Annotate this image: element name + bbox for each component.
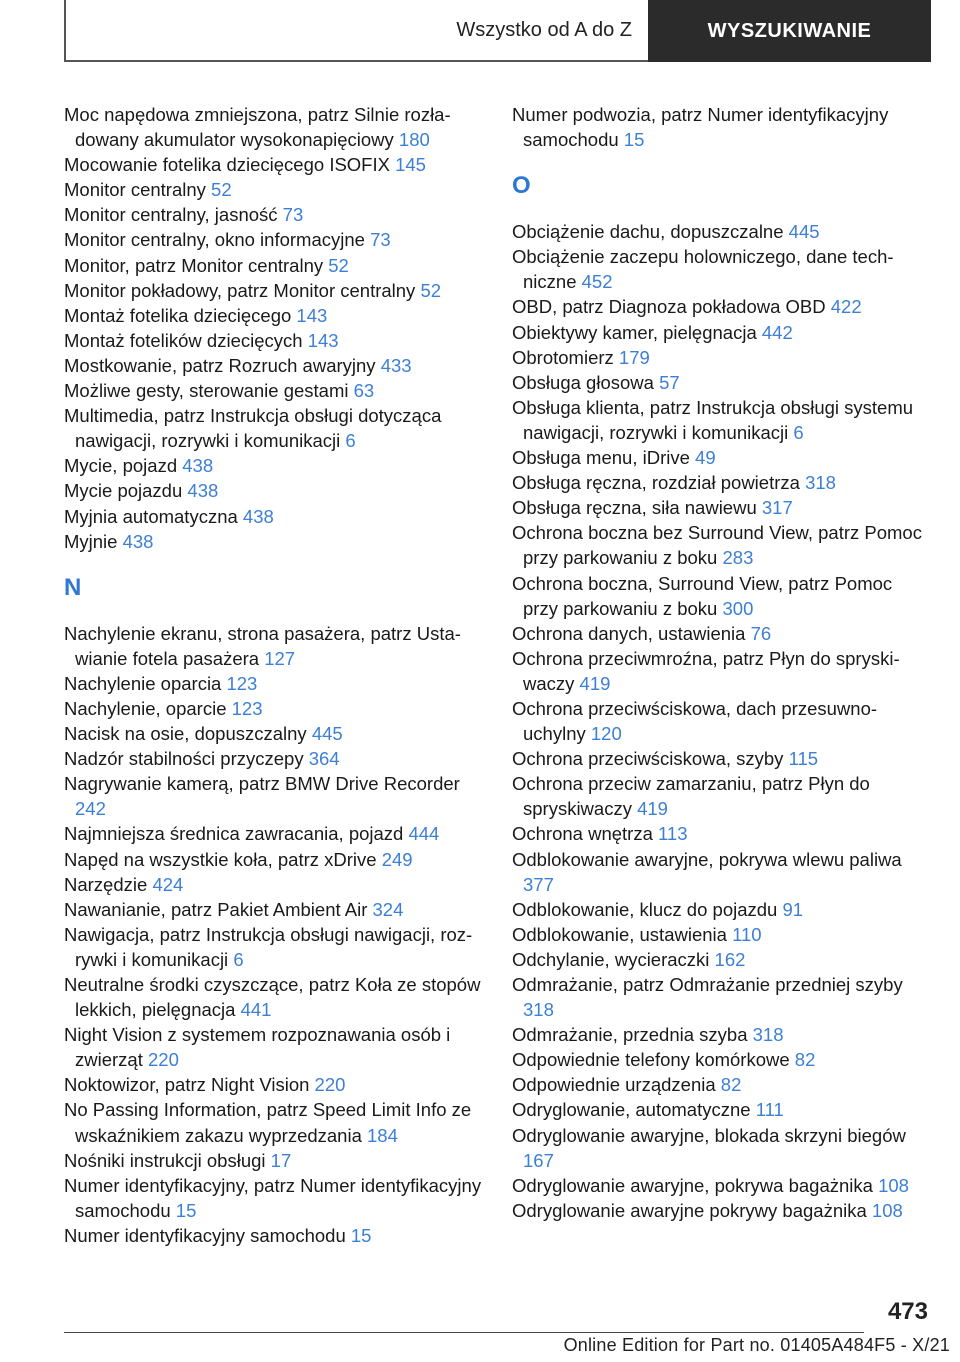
index-entry-text: Monitor centralny, jasność (64, 204, 278, 226)
index-entry (512, 1047, 932, 1072)
page-link[interactable]: 377 (523, 873, 554, 895)
index-entry (64, 453, 484, 478)
page-link[interactable]: 422 (830, 296, 862, 318)
index-entry (64, 303, 484, 328)
index-entry-text: Obsługa ręczna, rozdział powietrza (512, 472, 800, 494)
index-entry (512, 219, 932, 244)
index-letter-n: N (64, 573, 82, 601)
index-entry-text: Ochrona danych, ustawienia (512, 622, 746, 644)
index-entry-text: Neutralne środki czyszczące, patrz Koła ze stopów lekkich, pielęgnacja (64, 974, 481, 1021)
page-link[interactable]: 82 (794, 1049, 816, 1071)
index-list-o (512, 219, 932, 1223)
index-column-right (512, 102, 932, 1223)
index-entry (64, 621, 484, 671)
index-entry-text: Odpowiednie urządzenia (512, 1074, 716, 1096)
page-link[interactable]: 52 (211, 179, 232, 201)
page-link[interactable]: 180 (398, 129, 430, 151)
index-entry-text: Moc napędowa zmniejszona, patrz Silnie rozładowany akumulator wysokonapięciowy (64, 104, 451, 151)
index-entry (64, 253, 484, 278)
page-link[interactable]: 73 (370, 229, 391, 251)
index-entry (512, 395, 932, 445)
index-entry-text: Obciążenie zaczepu holowniczego, dane techniczne (512, 246, 894, 293)
page-link[interactable]: 76 (750, 622, 772, 644)
page-link[interactable]: 108 (878, 1174, 909, 1196)
index-entry (512, 646, 932, 696)
page-link[interactable]: 283 (722, 547, 754, 569)
index-entry-text: Ochrona boczna bez Surround View, patrz Pomoc przy parkowaniu z boku (512, 522, 922, 569)
index-entry (64, 1223, 484, 1248)
index-entry (64, 278, 484, 303)
index-entry (512, 696, 932, 746)
page-link[interactable]: 127 (264, 647, 296, 669)
page-link[interactable]: 111 (755, 1099, 784, 1121)
index-entry (64, 771, 484, 821)
index-entry (64, 847, 484, 872)
index-entry (512, 102, 932, 152)
page-link[interactable]: 179 (618, 346, 650, 368)
index-entry-text: Odpowiednie telefony komórkowe (512, 1049, 790, 1071)
index-list-n (64, 621, 484, 1248)
index-entry (512, 947, 932, 972)
index-entry-text: Monitor centralny, okno informacyjne (64, 229, 365, 251)
page-link[interactable]: 419 (579, 672, 611, 694)
page-link[interactable]: 249 (381, 848, 413, 870)
index-entry-text: Nadzór stabilności przyczepy (64, 748, 304, 770)
index-entry-text: Obsługa menu, iDrive (512, 447, 690, 469)
index-entry-text: Multimedia, patrz Instrukcja obsługi dotycząca nawigacji, rozrywki i komunikacji (64, 405, 442, 452)
page-link[interactable]: 6 (793, 421, 804, 443)
index-entry (64, 1022, 484, 1072)
page-link[interactable]: 419 (637, 798, 668, 820)
index-entry-text: Odmrażanie, patrz Odmrażanie przedniej szyby (512, 974, 903, 995)
index-entry-text: Mocowanie fotelika dziecięcego ISOFIX (64, 154, 390, 176)
index-entry-text: Ochrona przeciw zamarzaniu, patrz Płyn do spryskiwaczy (512, 773, 870, 820)
index-entry-text: Ochrona przeciwmroźna, patrz Płyn do spryskiwaczy (512, 647, 900, 694)
index-entry (512, 922, 932, 947)
page-link[interactable]: 52 (328, 254, 349, 276)
index-entry (512, 1173, 932, 1198)
index-entry-text: Obsługa klienta, patrz Instrukcja obsługi systemu nawigacji, rozrywki i komunikacji (512, 396, 914, 443)
index-entry (512, 320, 932, 345)
index-column-left (64, 102, 484, 1248)
index-entry-text: Nachylenie ekranu, strona pasażera, patrz Ustawianie fotela pasażera (64, 622, 461, 669)
index-entry (512, 847, 932, 897)
page-link[interactable]: 113 (658, 823, 688, 845)
page-link[interactable]: 123 (226, 672, 258, 694)
index-entry (64, 202, 484, 227)
index-entry-text: Nośniki instrukcji obsługi (64, 1149, 266, 1171)
page-link[interactable]: 441 (240, 999, 272, 1021)
index-entry-text: Nawanianie, patrz Pakiet Ambient Air (64, 898, 368, 920)
index-entry-text: Najmniejsza średnica zawracania, pojazd (64, 823, 404, 845)
index-entry (64, 922, 484, 972)
page-link[interactable]: 52 (420, 279, 442, 301)
index-entry-text: Odryglowanie awaryjne, pokrywa bagażnika (512, 1174, 873, 1196)
page-link[interactable]: 91 (782, 898, 804, 920)
index-entry-text: Myjnie (64, 530, 118, 552)
page-link[interactable]: 15 (175, 1199, 197, 1221)
page-link[interactable]: 82 (720, 1074, 742, 1096)
page-link[interactable]: 73 (282, 204, 304, 226)
page-link[interactable]: 438 (187, 480, 219, 502)
index-entry (64, 353, 484, 378)
page-link[interactable]: 318 (805, 472, 836, 494)
page-link[interactable]: 242 (75, 798, 106, 820)
index-entry (512, 495, 932, 520)
index-entry (512, 470, 932, 495)
page-link[interactable]: 452 (581, 271, 613, 293)
index-entry (512, 244, 932, 294)
index-entry-text: Obsługa ręczna, siła nawiewu (512, 497, 757, 519)
index-entry (512, 370, 932, 395)
index-entry-text: Mycie, pojazd (64, 455, 178, 477)
page-link[interactable]: 63 (353, 380, 375, 402)
index-entry (64, 227, 484, 252)
index-entry (64, 177, 484, 202)
page-link[interactable]: 143 (296, 304, 328, 326)
page-link[interactable]: 444 (408, 823, 440, 845)
index-entry (512, 621, 932, 646)
page-header (64, 0, 931, 64)
index-entry-text: Obsługa głosowa (512, 371, 654, 393)
index-entry-text: Nagrywanie kamerą, patrz BMW Drive Recorder (64, 773, 460, 795)
index-entry-text: Odblokowanie, klucz do pojazdu (512, 898, 778, 920)
index-entry (64, 378, 484, 403)
index-entry (512, 1022, 932, 1047)
index-entry-text: Night Vision z systemem rozpoznawania osób i zwierząt (64, 1024, 451, 1071)
index-entry (64, 529, 484, 554)
page-link[interactable]: 318 (523, 999, 554, 1021)
index-entry-text: Monitor centralny (64, 179, 206, 201)
index-entry-text: Ochrona boczna, Surround View, patrz Pomoc przy parkowaniu z boku (512, 572, 893, 619)
index-entry (512, 821, 932, 846)
index-entry (64, 696, 484, 721)
index-entry-text: Obciążenie dachu, dopuszczalne (512, 221, 784, 243)
search-tab[interactable]: WYSZUKIWANIE (648, 0, 931, 62)
index-entry-text: Numer podwozia, patrz Numer identyfikacyjny samochodu (512, 104, 889, 151)
index-entry-text: Nawigacja, patrz Instrukcja obsługi nawigacji, rozrywki i komunikacji (64, 923, 473, 970)
index-entry (64, 1148, 484, 1173)
index-entry (64, 1173, 484, 1223)
page-link[interactable]: 115 (788, 748, 819, 770)
index-entry-text: Myjnia automatyczna (64, 505, 238, 527)
section-title: Wszystko od A do Z (64, 0, 648, 62)
index-entry (512, 897, 932, 922)
index-list-n-continued (512, 102, 932, 152)
index-entry-text: Możliwe gesty, sterowanie gestami (64, 380, 349, 402)
index-entry (64, 102, 484, 152)
index-entry (512, 972, 932, 1022)
index-entry-text: Odmrażanie, przednia szyba (512, 1024, 748, 1046)
page-number: 473 (887, 1298, 928, 1325)
index-entry-text: Odchylanie, wycieraczki (512, 948, 710, 970)
page-link[interactable]: 108 (871, 1199, 903, 1221)
index-entry (64, 671, 484, 696)
index-entry-text: Monitor pokładowy, patrz Monitor centralny (64, 279, 416, 301)
page-link[interactable]: 57 (659, 371, 680, 393)
page-link[interactable]: 162 (714, 948, 746, 970)
index-entry (64, 152, 484, 177)
page-link[interactable]: 49 (695, 447, 716, 469)
page-link[interactable]: 438 (242, 505, 274, 527)
page-link[interactable]: 424 (152, 873, 184, 895)
index-entry (512, 520, 932, 570)
index-entry (64, 897, 484, 922)
page-link[interactable]: 364 (308, 748, 340, 770)
page-link[interactable]: 15 (350, 1224, 372, 1246)
index-entry-text: Odryglowanie awaryjne pokrywy bagażnika (512, 1199, 867, 1221)
index-entry-text: Nachylenie, oparcie (64, 697, 227, 719)
index-entry-text: Odryglowanie awaryjne, blokada skrzyni biegów (512, 1124, 906, 1146)
page-link[interactable]: 300 (722, 597, 754, 619)
index-entry-text: Mostkowanie, patrz Rozruch awaryjny (64, 354, 376, 376)
page-link[interactable]: 110 (732, 923, 762, 945)
index-entry (512, 1123, 932, 1173)
index-entry (512, 445, 932, 470)
footer-divider (64, 1332, 864, 1333)
page-link[interactable]: 145 (395, 154, 426, 176)
index-entry (64, 721, 484, 746)
index-entry-text: Numer identyfikacyjny, patrz Numer identyfikacyjny samochodu (64, 1174, 482, 1221)
index-entry (512, 1072, 932, 1097)
index-entry-text: Ochrona wnętrza (512, 823, 653, 845)
index-entry-text: Montaż fotelika dziecięcego (64, 304, 292, 326)
index-entry (512, 746, 932, 771)
index-entry-text: Noktowizor, patrz Night Vision (64, 1074, 310, 1096)
index-entry (512, 345, 932, 370)
index-entry (512, 294, 932, 319)
index-entry-text: Obrotomierz (512, 346, 614, 368)
index-entry-text: Nachylenie oparcia (64, 672, 222, 694)
page-link[interactable]: 318 (752, 1024, 784, 1046)
index-list-m (64, 102, 484, 554)
page-link[interactable]: 6 (233, 948, 244, 970)
page-link[interactable]: 143 (307, 329, 339, 351)
index-entry-text: Numer identyfikacyjny samochodu (64, 1224, 346, 1246)
index-entry (64, 1097, 484, 1147)
index-entry (64, 403, 484, 453)
index-entry (64, 872, 484, 897)
index-entry-text: Obiektywy kamer, pielęgnacja (512, 321, 757, 343)
page-link[interactable]: 123 (231, 697, 263, 719)
index-entry-text: Odryglowanie, automatyczne (512, 1099, 751, 1121)
index-entry (512, 1198, 932, 1223)
index-entry-text: Odblokowanie, ustawienia (512, 923, 727, 945)
index-entry (64, 328, 484, 353)
page-link[interactable]: 220 (314, 1074, 346, 1096)
index-entry (64, 1072, 484, 1097)
page-link[interactable]: 184 (367, 1124, 398, 1146)
index-entry (64, 972, 484, 1022)
index-entry-text: Odblokowanie awaryjne, pokrywa wlewu paliwa (512, 848, 902, 870)
index-entry (512, 771, 932, 821)
index-letter-o: O (512, 172, 531, 200)
page-link[interactable]: 317 (761, 497, 793, 519)
index-entry-text: Narzędzie (64, 873, 148, 895)
page-link[interactable]: 324 (372, 898, 404, 920)
index-entry-text: No Passing Information, patrz Speed Limit Info ze wskaźnikiem zakazu wyprzedzania (64, 1099, 472, 1146)
index-entry (512, 571, 932, 621)
index-entry-text: OBD, patrz Diagnoza pokładowa OBD (512, 296, 826, 318)
index-entry-text: Monitor, patrz Monitor centralny (64, 254, 324, 276)
index-entry (64, 478, 484, 503)
page-link[interactable]: 220 (148, 1049, 179, 1071)
page-link[interactable]: 17 (270, 1149, 292, 1171)
index-entry (64, 746, 484, 771)
page-link[interactable]: 167 (523, 1149, 554, 1171)
page-link[interactable]: 442 (761, 321, 793, 343)
index-entry (64, 504, 484, 529)
index-entry (512, 1097, 932, 1122)
page-link[interactable]: 438 (122, 530, 154, 552)
index-entry-text: Napęd na wszystkie koła, patrz xDrive (64, 848, 377, 870)
page-link[interactable]: 445 (311, 723, 343, 745)
page-link[interactable]: 445 (788, 221, 820, 243)
page-link[interactable]: 6 (345, 430, 356, 452)
index-entry (64, 821, 484, 846)
index-entry-text: Ochrona przeciwściskowa, szyby (512, 748, 784, 770)
index-entry-text: Ochrona przeciwściskowa, dach przesuwnouchylny (512, 697, 878, 745)
index-entry-text: Nacisk na osie, dopuszczalny (64, 723, 307, 745)
page-link[interactable]: 438 (182, 455, 214, 477)
index-entry-text: Montaż fotelików dziecięcych (64, 329, 303, 351)
edition-info: Online Edition for Part no. 01405A484F5 - X/21 (563, 1335, 950, 1355)
page-link[interactable]: 15 (623, 129, 645, 151)
index-entry-text: Mycie pojazdu (64, 480, 183, 502)
page-link[interactable]: 120 (590, 723, 622, 745)
page-link[interactable]: 433 (380, 354, 412, 376)
